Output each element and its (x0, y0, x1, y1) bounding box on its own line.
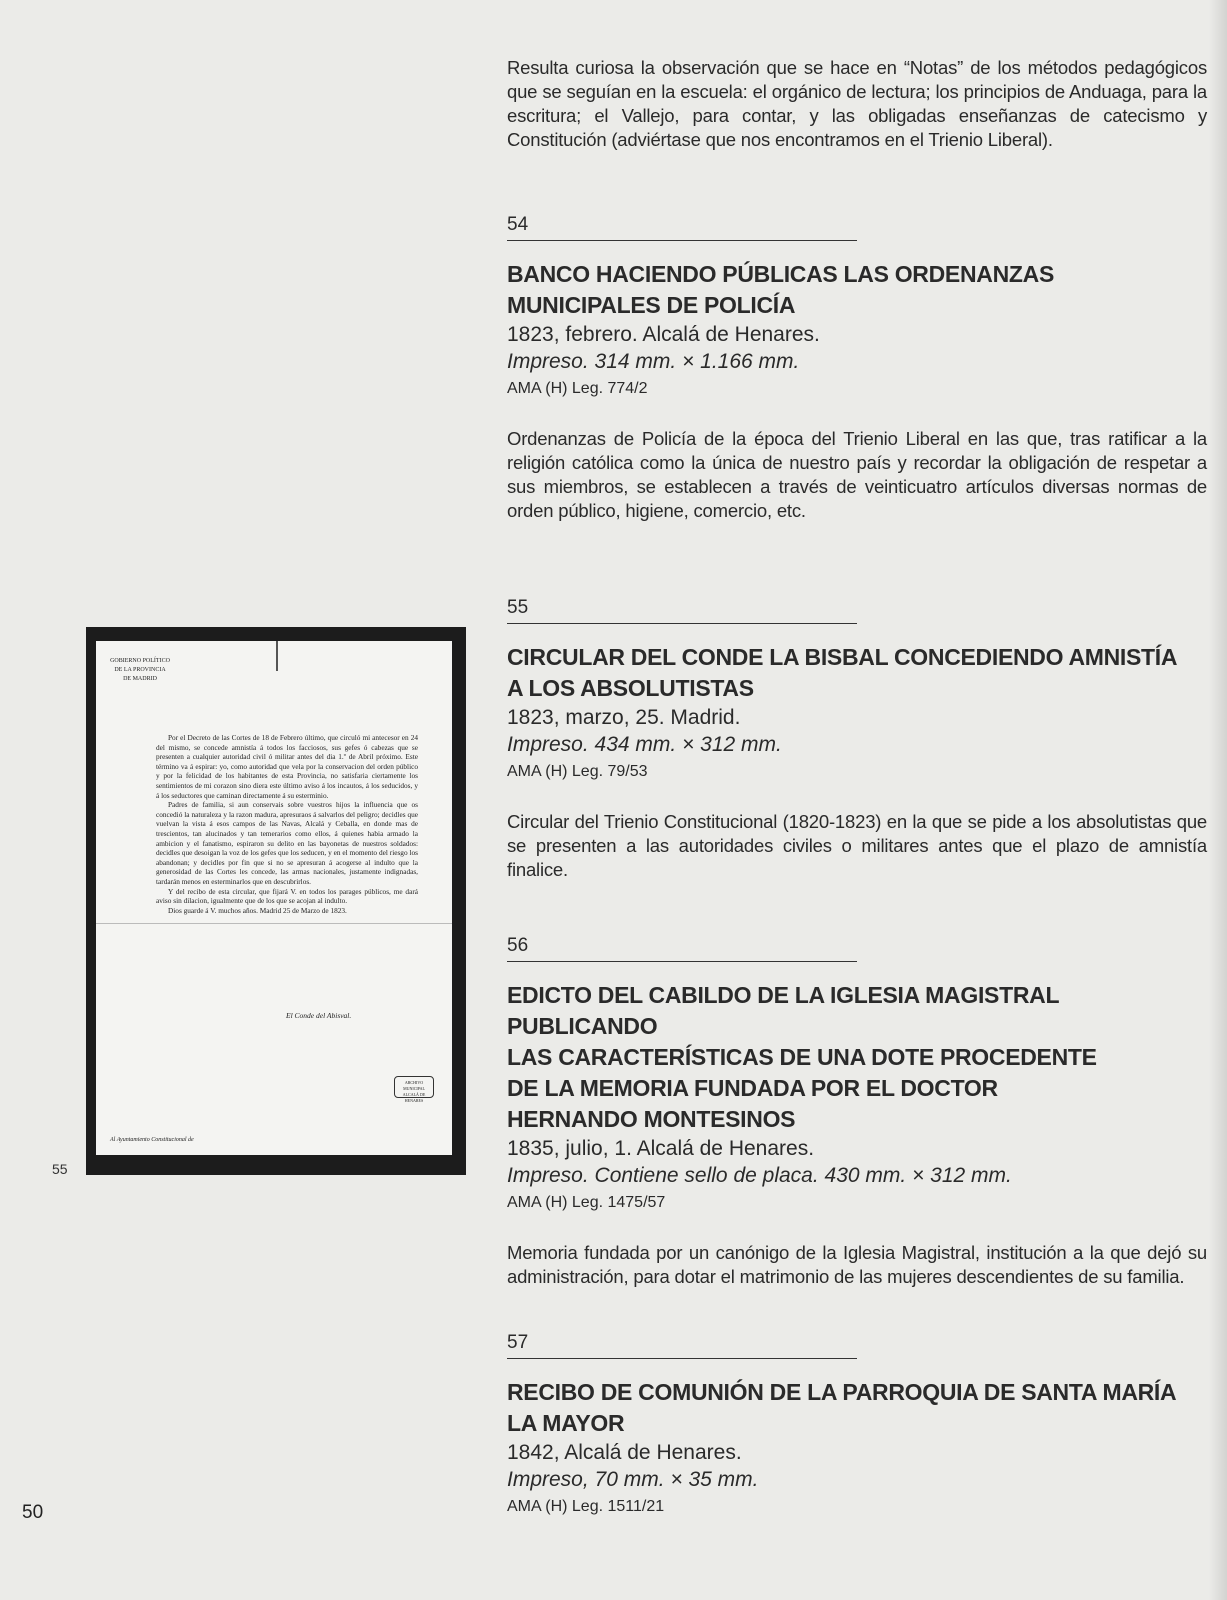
entry-description: Ordenanzas de Policía de la época del Trienio Liberal en las que, tras ratificar a la religión católica como la única de nuestro país y recordar la obligación de respetar a sus miembros, se establecen a través de veinticuatro artículos diversas normas de orden público, higiene, comercio, etc. (507, 428, 1207, 521)
entry-rule (507, 961, 857, 962)
entry-title: BANCO HACIENDO PÚBLICAS LAS ORDENANZAS MUNICIPALES DE POLICÍA (507, 261, 1055, 318)
catalog-entry-56 (507, 935, 1207, 1289)
entry-number: 57 (507, 1332, 529, 1353)
document-footer: Al Ayuntamiento Constitucional de (110, 1137, 194, 1143)
entry-reference: AMA (H) Leg. 1511/21 (507, 1498, 665, 1515)
entry-format: Impreso. 434 mm. × 312 mm. (507, 733, 782, 756)
document-header: GOBIERNO POLÍTICO DE LA PROVINCIA DE MADRID (110, 658, 170, 682)
entry-format: Impreso. 314 mm. × 1.166 mm. (507, 350, 800, 373)
page-edge-shadow (1209, 0, 1227, 1600)
entry-date: 1823, marzo, 25. Madrid. (507, 706, 741, 729)
document-body (156, 733, 418, 915)
intro-paragraph: Resulta curiosa la observación que se hace en “Notas” de los métodos pedagógicos que se seguían en la escuela: el orgánico de lectura; los principios de Anduaga, para la escritura; el Vallejo, para contar, y las obligadas enseñanzas de catecismo y Constitución (adviértase que nos encontramos en el Trienio Liberal). (507, 57, 1207, 150)
entry-title-line: EDICTO DEL CABILDO DE LA IGLESIA MAGISTRAL PUBLICANDO (507, 982, 1059, 1039)
entry-title-line: LAS CARACTERÍSTICAS DE UNA DOTE PROCEDENTE (507, 1044, 1097, 1070)
page-number: 50 (22, 1502, 44, 1523)
entry-date: 1842, Alcalá de Henares. (507, 1441, 742, 1464)
entry-rule (507, 240, 857, 241)
figure-label: 55 (52, 1161, 68, 1177)
entry-title-line: HERNANDO MONTESINOS (507, 1106, 796, 1132)
document-signature: El Conde del Abisval. (286, 1011, 352, 1020)
document-photo (86, 627, 466, 1175)
entry-title-line: RECIBO DE COMUNIÓN DE LA PARROQUIA DE SANTA MARÍA (507, 1379, 1177, 1405)
entry-number: 56 (507, 935, 529, 956)
entry-title-line: DE LA MEMORIA FUNDADA POR EL DOCTOR (507, 1075, 998, 1101)
entry-reference: AMA (H) Leg. 1475/57 (507, 1194, 666, 1211)
entry-reference: AMA (H) Leg. 774/2 (507, 380, 648, 397)
entry-rule (507, 1358, 857, 1359)
entry-title-line: CIRCULAR DEL CONDE LA BISBAL CONCEDIENDO AMNISTÍA (507, 644, 1178, 670)
catalog-entry-54 (507, 214, 1207, 523)
paper-crease (276, 641, 278, 671)
document-paper (96, 641, 452, 1155)
entry-date: 1835, julio, 1. Alcalá de Henares. (507, 1137, 815, 1160)
entry-description: Memoria fundada por un canónigo de la Iglesia Magistral, institución a la que dejó su administración, para dotar el matrimonio de las mujeres descendientes de su familia. (507, 1242, 1207, 1287)
catalog-entry-55 (507, 597, 1207, 882)
paper-fold (96, 923, 452, 924)
catalog-entry-57 (507, 1332, 1207, 1519)
entry-title-line: LA MAYOR (507, 1410, 625, 1436)
document-closing: Dios guarde á V. muchos años. Madrid 25 de Marzo de 1823. (168, 905, 347, 915)
entry-date: 1823, febrero. Alcalá de Henares. (507, 323, 820, 346)
document-paragraph: Por el Decreto de las Cortes de 18 de Febrero último, que circuló mi antecesor en 24 del mismo, se concede amnistía á todos los facciosos, sus gefes ó cabezas que se presenten a cualquier autoridad civil ó militar antes del dia 1.º de Abril próximo. Este término va á espirar: yo, como autoridad que vela por la conservacion del orden público y por la felicidad de los habitantes de esta Provincia, no satisfaria ciertamente los sentimientos de mi corazon sino diera este último aviso á los incautos, á los seducidos, y á los seductores que caminan directamente á su esterminio. (156, 733, 418, 800)
entry-title-line: A LOS ABSOLUTISTAS (507, 675, 754, 701)
archive-stamp: ARCHIVO MUNICIPAL ALCALÁ DE HENARES (394, 1076, 434, 1098)
entry-number: 55 (507, 597, 529, 618)
document-paragraph: Padres de familia, si aun conservais sobre vuestros hijos la influencia que os concedió la naturaleza y la razon madura, apresuraos á salvarlos del peligro; decidles que vuelvan la vista á esos campos de las Navas, Alcalá y Ceballa, en donde mas de trescientos, tan alucinados y tan temerarios como ellos, á quienes habia armado la ambicion y el fanatismo, espiraron su delito en las bayonetas de nuestros soldados: decidles que desoigan la voz de los gefes que los seducen, y en el momento del riesgo los abandonan; y decidles por fin que si no se apresuran á acogerse al indulto que la generosidad de las Cortes les concede, las armas nacionales, justamente indignadas, tardarán menos en esterminarlos que en descubrirlos. (156, 800, 418, 886)
entry-rule (507, 623, 857, 624)
entry-description: Circular del Trienio Constitucional (1820-1823) en la que se pide a los absolutistas que se presenten a las autoridades civiles o militares antes que el plazo de amnistía finalice. (507, 811, 1207, 880)
entry-reference: AMA (H) Leg. 79/53 (507, 763, 648, 780)
entry-number: 54 (507, 214, 529, 235)
document-paragraph: Y del recibo de esta circular, que fijará V. en todos los parages públicos, me dará aviso sin dilacion, igualmente que de los que se acojan al indulto. (156, 886, 418, 906)
entry-format: Impreso. Contiene sello de placa. 430 mm. × 312 mm. (507, 1164, 1012, 1187)
entry-format: Impreso, 70 mm. × 35 mm. (507, 1468, 759, 1491)
